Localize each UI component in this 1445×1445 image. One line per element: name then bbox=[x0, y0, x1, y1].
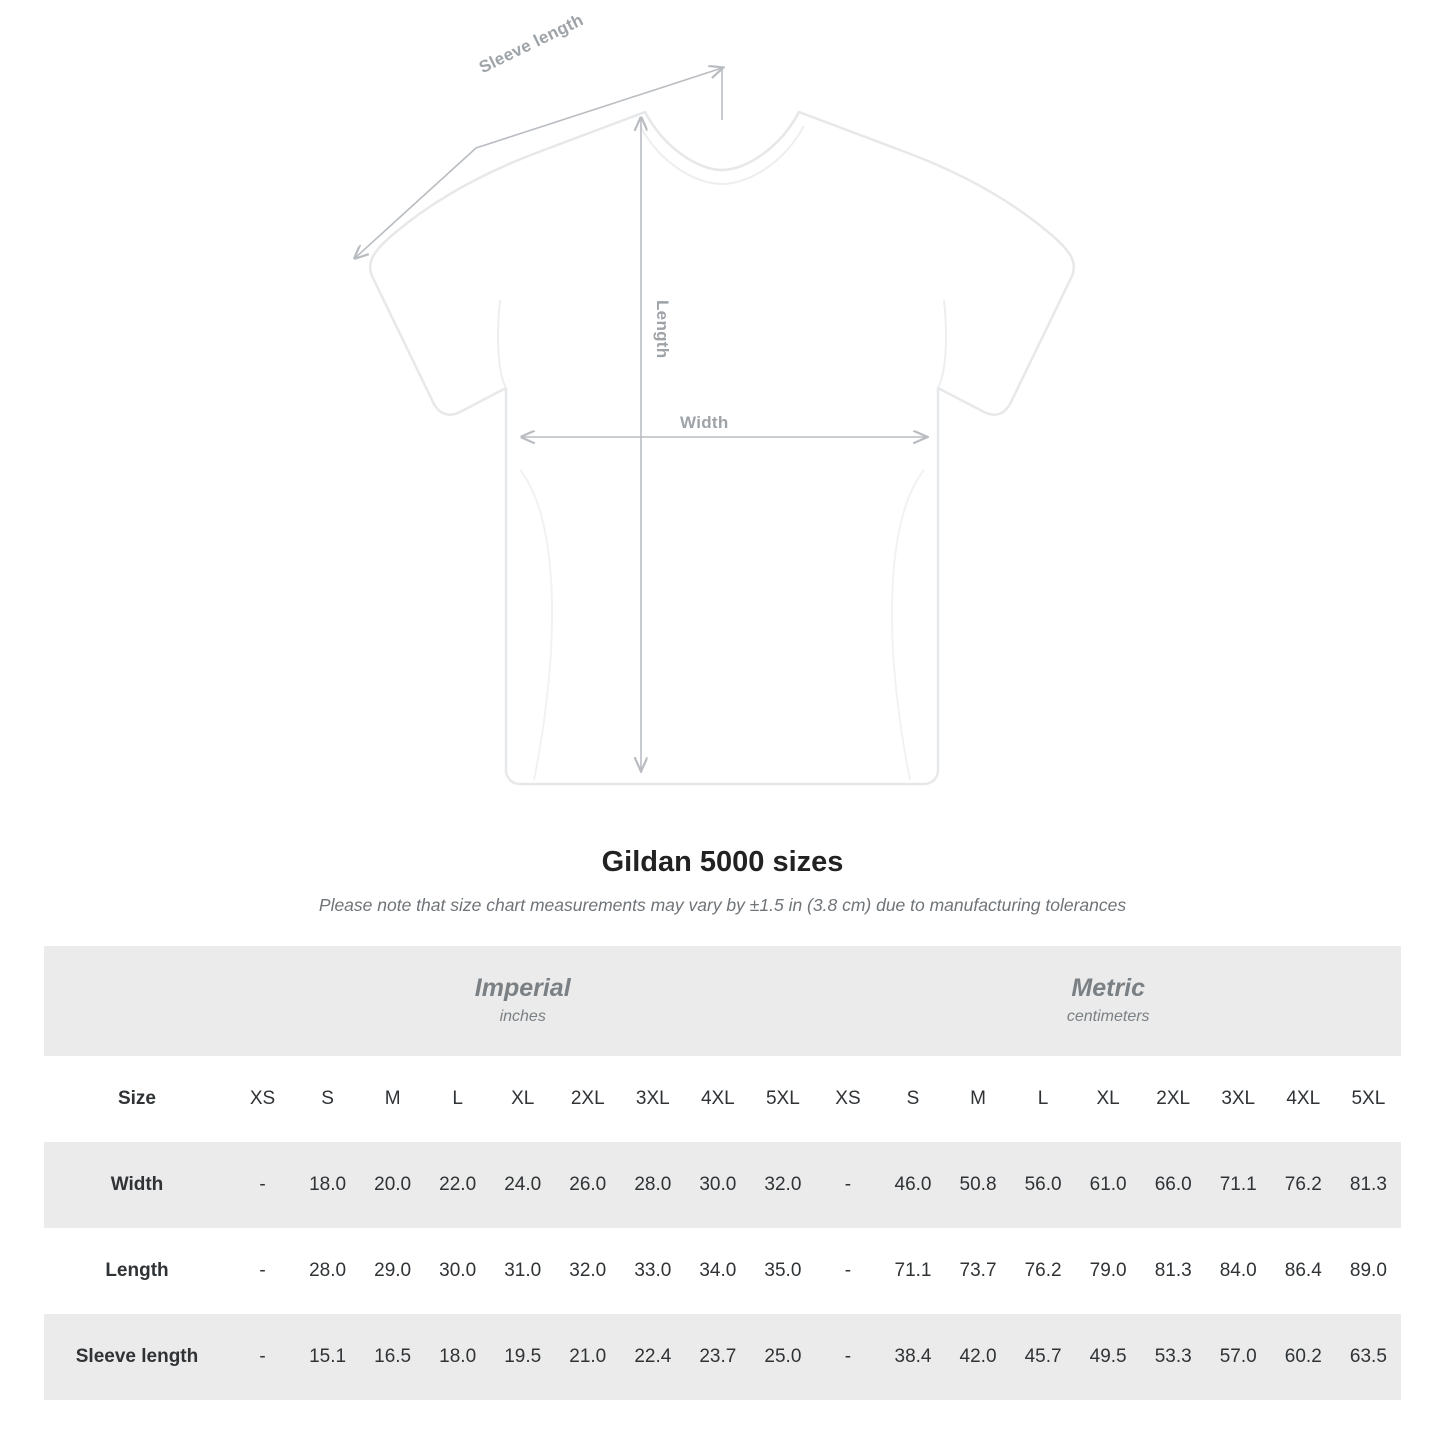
cell-length-imperial-s: 28.0 bbox=[309, 1260, 347, 1281]
cell-width-imperial-xl: 24.0 bbox=[490, 1142, 555, 1228]
size-header-metric-2xl: 2XL bbox=[1141, 1056, 1206, 1142]
cell-width-metric-4xl: 76.2 bbox=[1271, 1142, 1336, 1228]
size-header-metric-xs: XS bbox=[815, 1056, 880, 1142]
cell-length-imperial-3xl: 33.0 bbox=[634, 1260, 672, 1281]
row-label: Width bbox=[44, 1142, 230, 1228]
cell-sleeve-length-imperial-3xl: 22.4 bbox=[620, 1314, 685, 1400]
cell-width-imperial-5xl: 32.0 bbox=[750, 1142, 815, 1228]
tolerance-note: Please note that size chart measurements may vary by ±1.5 in (3.8 cm) due to manufacturing tolerances bbox=[318, 895, 1127, 915]
cell-length-metric-xl: 79.0 bbox=[1089, 1260, 1127, 1281]
cell-sleeve-length-imperial-xs: - bbox=[230, 1314, 295, 1400]
unit-group-imperial-sub: inches bbox=[499, 1007, 546, 1025]
size-header-row bbox=[44, 1056, 1401, 1142]
cell-length-imperial-4xl: 34.0 bbox=[699, 1260, 737, 1281]
size-header-imperial-5xl: 5XL bbox=[750, 1056, 815, 1142]
cell-width-imperial-xs: - bbox=[230, 1142, 295, 1228]
cell-width-metric-5xl: 81.3 bbox=[1336, 1142, 1401, 1228]
size-chart-table bbox=[44, 946, 1401, 1400]
size-header-metric-xl: XL bbox=[1076, 1056, 1141, 1142]
cell-width-metric-3xl: 71.1 bbox=[1206, 1142, 1271, 1228]
size-header-label: Size bbox=[44, 1056, 230, 1142]
cell-width-imperial-s: 18.0 bbox=[295, 1142, 360, 1228]
table-row bbox=[44, 1228, 1401, 1314]
cell-length-imperial-xl: 31.0 bbox=[504, 1260, 542, 1281]
size-header-imperial-4xl: 4XL bbox=[685, 1056, 750, 1142]
size-header-imperial-xl: XL bbox=[490, 1056, 555, 1142]
cell-sleeve-length-imperial-4xl: 23.7 bbox=[685, 1314, 750, 1400]
cell-width-imperial-m: 20.0 bbox=[360, 1142, 425, 1228]
cell-width-metric-l: 56.0 bbox=[1011, 1142, 1076, 1228]
cell-sleeve-length-metric-3xl: 57.0 bbox=[1206, 1314, 1271, 1400]
cell-length-metric-m: 73.7 bbox=[959, 1260, 997, 1281]
cell-sleeve-length-metric-xs: - bbox=[815, 1314, 880, 1400]
cell-sleeve-length-imperial-2xl: 21.0 bbox=[555, 1314, 620, 1400]
size-chart-table-wrapper bbox=[44, 946, 1401, 1400]
cell-length-metric-l: 76.2 bbox=[1024, 1260, 1062, 1281]
cell-width-imperial-2xl: 26.0 bbox=[555, 1142, 620, 1228]
cell-width-metric-s: 46.0 bbox=[880, 1142, 945, 1228]
width-label: Width bbox=[680, 413, 729, 432]
cell-width-imperial-l: 22.0 bbox=[425, 1142, 490, 1228]
cell-width-imperial-3xl: 28.0 bbox=[620, 1142, 685, 1228]
cell-sleeve-length-imperial-5xl: 25.0 bbox=[750, 1314, 815, 1400]
cell-length-metric-s: 71.1 bbox=[894, 1260, 932, 1281]
length-label: Length bbox=[653, 300, 672, 359]
size-header-metric-4xl: 4XL bbox=[1271, 1056, 1336, 1142]
cell-length-metric-4xl: 86.4 bbox=[1284, 1260, 1322, 1281]
size-header-metric-5xl: 5XL bbox=[1336, 1056, 1401, 1142]
unit-row-spacer bbox=[44, 946, 230, 1056]
size-header-metric-3xl: 3XL bbox=[1206, 1056, 1271, 1142]
cell-sleeve-length-metric-l: 45.7 bbox=[1011, 1314, 1076, 1400]
cell-sleeve-length-metric-m: 42.0 bbox=[946, 1314, 1011, 1400]
cell-width-metric-xs: - bbox=[815, 1142, 880, 1228]
cell-sleeve-length-metric-5xl: 63.5 bbox=[1336, 1314, 1401, 1400]
table-row bbox=[44, 1314, 1401, 1400]
cell-length-metric-2xl: 81.3 bbox=[1154, 1260, 1192, 1281]
unit-group-imperial-name: Imperial bbox=[474, 973, 571, 1002]
tshirt-shape bbox=[370, 112, 1074, 784]
cell-width-metric-m: 50.8 bbox=[946, 1142, 1011, 1228]
size-header-imperial-2xl: 2XL bbox=[555, 1056, 620, 1142]
size-header-metric-l: L bbox=[1011, 1056, 1076, 1142]
page-title: Gildan 5000 sizes bbox=[601, 846, 844, 878]
size-header-metric-s: S bbox=[880, 1056, 945, 1142]
cell-sleeve-length-imperial-s: 15.1 bbox=[295, 1314, 360, 1400]
sleeve-length-label: Sleeve length bbox=[476, 10, 587, 78]
cell-width-metric-xl: 61.0 bbox=[1076, 1142, 1141, 1228]
cell-sleeve-length-imperial-l: 18.0 bbox=[425, 1314, 490, 1400]
unit-group-metric-sub: centimeters bbox=[1066, 1007, 1150, 1025]
cell-length-imperial-xs: - bbox=[259, 1260, 266, 1281]
title-block bbox=[0, 846, 1445, 916]
size-header-imperial-3xl: 3XL bbox=[620, 1056, 685, 1142]
cell-sleeve-length-metric-xl: 49.5 bbox=[1076, 1314, 1141, 1400]
cell-length-imperial-m: 29.0 bbox=[374, 1260, 412, 1281]
size-header-imperial-xs: XS bbox=[230, 1056, 295, 1142]
cell-width-metric-2xl: 66.0 bbox=[1141, 1142, 1206, 1228]
cell-length-metric-3xl: 84.0 bbox=[1219, 1260, 1257, 1281]
size-header-metric-m: M bbox=[946, 1056, 1011, 1142]
cell-sleeve-length-metric-2xl: 53.3 bbox=[1141, 1314, 1206, 1400]
unit-group-imperial bbox=[230, 946, 815, 1056]
cell-sleeve-length-metric-s: 38.4 bbox=[880, 1314, 945, 1400]
cell-length-metric-5xl: 89.0 bbox=[1349, 1260, 1387, 1281]
cell-sleeve-length-imperial-xl: 19.5 bbox=[490, 1314, 555, 1400]
size-header-imperial-m: M bbox=[360, 1056, 425, 1142]
table-row bbox=[44, 1142, 1401, 1228]
unit-group-metric bbox=[815, 946, 1401, 1056]
cell-length-imperial-2xl: 32.0 bbox=[569, 1260, 607, 1281]
cell-sleeve-length-imperial-m: 16.5 bbox=[360, 1314, 425, 1400]
cell-length-imperial-l: 30.0 bbox=[439, 1260, 477, 1281]
size-header-imperial-l: L bbox=[425, 1056, 490, 1142]
cell-width-imperial-4xl: 30.0 bbox=[685, 1142, 750, 1228]
cell-length-metric-xs: - bbox=[844, 1260, 852, 1281]
row-label: Length bbox=[105, 1260, 169, 1281]
unit-group-metric-name: Metric bbox=[1071, 973, 1146, 1002]
size-header-imperial-s: S bbox=[295, 1056, 360, 1142]
row-label: Sleeve length bbox=[44, 1314, 230, 1400]
cell-sleeve-length-metric-4xl: 60.2 bbox=[1271, 1314, 1336, 1400]
unit-header-row bbox=[44, 946, 1401, 1056]
cell-length-imperial-5xl: 35.0 bbox=[764, 1260, 802, 1281]
